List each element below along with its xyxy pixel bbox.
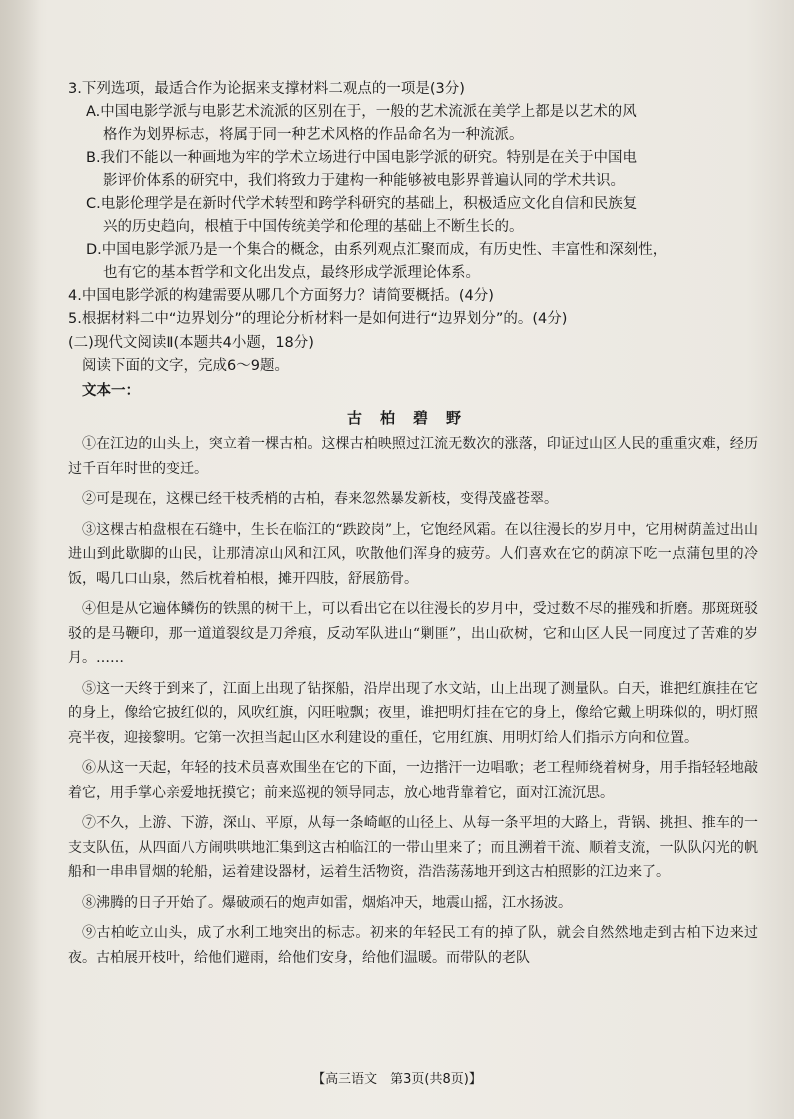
article-paragraph-7: ⑦不久，上游、下游，深山、平原，从每一条崎岖的山径上、从每一条平坦的大路上，背锅、挑担、推车的一支支队伍，从四面八方闹哄哄地汇集到这古柏临江的一带山里来了；而且溯着干流、顺着支流，一队队闪光的帆船和一串串冒烟的轮船，运着建设器材，运着生活物资，浩浩荡荡地开到这古柏照影的江边来了。 (68, 815, 758, 880)
question-3-option-a: A.中国电影学派与电影艺术流派的区别在于，一般的艺术流派在美学上都是以艺术的风 (86, 104, 637, 120)
question-3-option-c: C.电影伦理学是在新时代学术转型和跨学科研究的基础上，积极适应文化自信和民族复 (86, 196, 638, 212)
article-paragraph-2: ②可是现在，这棵已经干枝秃梢的古柏，春来忽然暴发新枝，变得茂盛苍翠。 (82, 491, 558, 507)
article-paragraph-4: ④但是从它遍体鳞伤的铁黑的树干上，可以看出它在以往漫长的岁月中，受过数不尽的摧残和折磨。那斑斑驳驳的是马鞭印，那一道道裂纹是刀斧痕，反动军队进山“剿匪”，出山砍树，它和山区人民一同度过了苦难的岁月。…… (68, 601, 758, 666)
article-paragraph-5: ⑤这一天终于到来了，江面上出现了钻探船，沿岸出现了水文站，山上出现了测量队。白天，谁把红旗挂在它的身上，像给它披红似的，风吹红旗，闪旺啦飘；夜里，谁把明灯挂在它的身上，像给它戴上明珠似的，明灯照亮半夜，迎接黎明。它第一次担当起山区水利建设的重任，它用红旗、用明灯给人们指示方向和位置。 (68, 680, 758, 746)
question-3-option-b: B.我们不能以一种画地为牢的学术立场进行中国电影学派的研究。特别是在关于中国电 (86, 150, 638, 166)
section-heading: (二)现代文阅读Ⅱ(本题共4小题，18分) (68, 335, 314, 351)
question-3-option-a-cont: 格作为划界标志，将属于同一种艺术风格的作品命名为一种流派。 (103, 127, 524, 143)
question-5: 5.根据材料二中“边界划分”的理论分析材料一是如何进行“边界划分”的。(4分) (68, 311, 568, 327)
binding-shadow (0, 0, 40, 1119)
question-3-option-d: D.中国电影学派乃是一个集合的概念，由系列观点汇聚而成，有历史性、丰富性和深刻性， (86, 242, 668, 258)
text-label: 文本一： (82, 383, 140, 399)
article-title: 古柏碧野 (346, 409, 479, 427)
question-3-option-b-cont: 影评价体系的研究中，我们将致力于建构一种能够被电影界普遍认同的学术共识。 (103, 173, 625, 189)
question-4: 4.中国电影学派的构建需要从哪几个方面努力？请简要概括。(4分) (68, 288, 494, 304)
article-paragraph-6: ⑥从这一天起，年轻的技术员喜欢围坐在它的下面，一边揩汗一边唱歌；老工程师绕着树身，用手指轻轻地敲着它，用手掌心亲爱地抚摸它；前来巡视的领导同志，放心地背靠着它，面对江流沉思。 (68, 760, 758, 801)
article-paragraph-9: ⑨古柏屹立山头，成了水利工地突出的标志。初来的年轻民工有的掉了队，就会自然然地走到古柏下边来过夜。古柏展开枝叶，给他们避雨，给他们安身，给他们温暖。而带队的老队 (68, 925, 758, 966)
page-content (68, 78, 758, 976)
article-paragraph-1: ①在江边的山头上，突立着一棵古柏。这棵古柏映照过江流无数次的涨落，印证过山区人民的重重灾难，经历过千百年时世的变迁。 (68, 436, 758, 477)
article-paragraph-8: ⑧沸腾的日子开始了。爆破顽石的炮声如雷，烟焰冲天，地震山摇，江水扬波。 (82, 894, 572, 911)
question-3-option-d-cont: 也有它的基本哲学和文化出发点，最终形成学派理论体系。 (103, 265, 480, 281)
page-footer: 【高三语文 第3页(共8页)】 (312, 1072, 482, 1087)
section-instruction: 阅读下面的文字，完成6～9题。 (82, 358, 289, 374)
question-3-option-c-cont: 兴的历史趋向，根植于中国传统美学和伦理的基础上不断生长的。 (103, 219, 524, 235)
article-paragraph-3: ③这棵古柏盘根在石缝中，生长在临江的“跌跤岗”上，它饱经风霜。在以往漫长的岁月中，它用树荫盖过出山进山到此歇脚的山民，让那清凉山风和江风，吹散他们浑身的疲劳。人们喜欢在它的荫凉下吃一点蒲包里的冷饭，喝几口山泉，然后枕着柏根，摊开四肢，舒展筋骨。 (68, 521, 758, 587)
question-3-stem: 3.下列选项，最适合作为论据来支撑材料二观点的一项是(3分) (68, 81, 465, 97)
